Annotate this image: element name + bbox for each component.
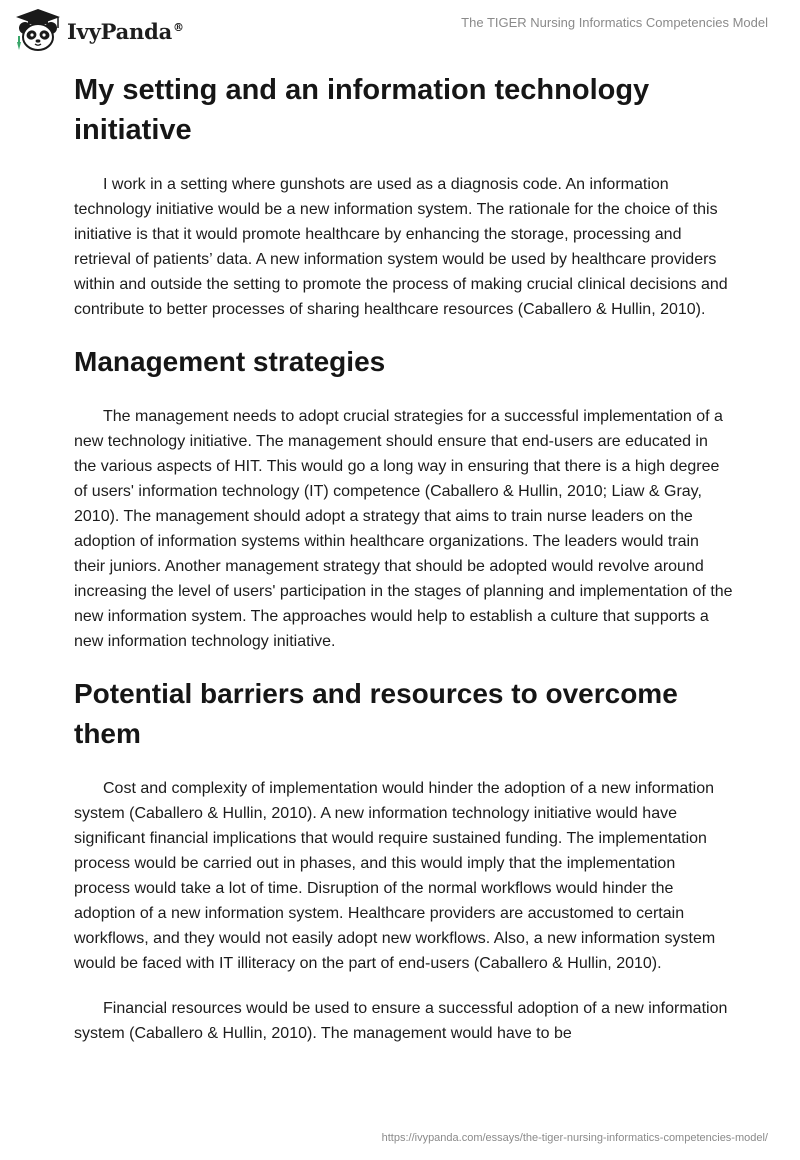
section-heading-management: Management strategies — [74, 346, 386, 377]
paragraph: Cost and complexity of implementation would hinder the adoption of a new information system (Caballero & Hullin, 2010). A new information technology initiative would have significant financial implications that would require sustained funding. The implementation process would be carried out in phases, and this would imply that the implementation process would take a lot of time. Disruption of the normal workflows would hinder the adoption of a new information system. Healthcare providers are accustomed to certain workflows, and they would not easily adopt new workflows. Also, a new information system would be faced with IT illiteracy on the part of end-users (Caballero & Hullin, 2010). — [74, 780, 716, 972]
paragraph: The management needs to adopt crucial strategies for a successful implementation of a new technology initiative. The management should ensure that end-users are educated in the various aspects of HIT. This would go a long way in ensuring that there is a high degree of users' information technology (IT) competence (Caballero & Hullin, 2010; Liaw & Gray, 2010). The management should adopt a strategy that aims to train nurse leaders on the adoption of information systems within healthcare organizations. The leaders would train their juniors. Another management strategy that should be adopted would revolve around increasing the level of users' participation in the stages of planning and implementation of the new information system. The approaches would help to establish a culture that supports a new information technology initiative. — [74, 408, 733, 650]
document-title: The TIGER Nursing Informatics Competencies Model — [461, 15, 768, 30]
registered-mark: ® — [173, 20, 184, 34]
paragraph: Financial resources would be used to ensure a successful adoption of a new information system (Caballero & Hullin, 2010). The management would have to be — [74, 1000, 728, 1042]
source-url[interactable]: https://ivypanda.com/essays/the-tiger-nursing-informatics-competencies-model/ — [381, 1132, 768, 1144]
paragraph: I work in a setting where gunshots are used as a diagnosis code. An information technology initiative would be a new information system. The rationale for the choice of this initiative is that it would promote healthcare by enhancing the storage, processing and retrieval of patients’ data. A new information system would be used by healthcare providers within and outside the setting to promote the process of making crucial clinical decisions and contribute to better processes of sharing healthcare resources (Caballero & Hullin, 2010). — [74, 176, 728, 318]
brand-logo[interactable] — [14, 8, 184, 54]
brand-name: IvyPanda® — [67, 18, 184, 44]
panda-graduate-icon — [14, 8, 62, 54]
essay-content — [74, 70, 734, 1066]
page-header — [0, 0, 800, 64]
section-heading-barriers: Potential barriers and resources to overcome them — [74, 678, 678, 749]
section-heading-setting: My setting and an information technology initiative — [74, 74, 650, 146]
